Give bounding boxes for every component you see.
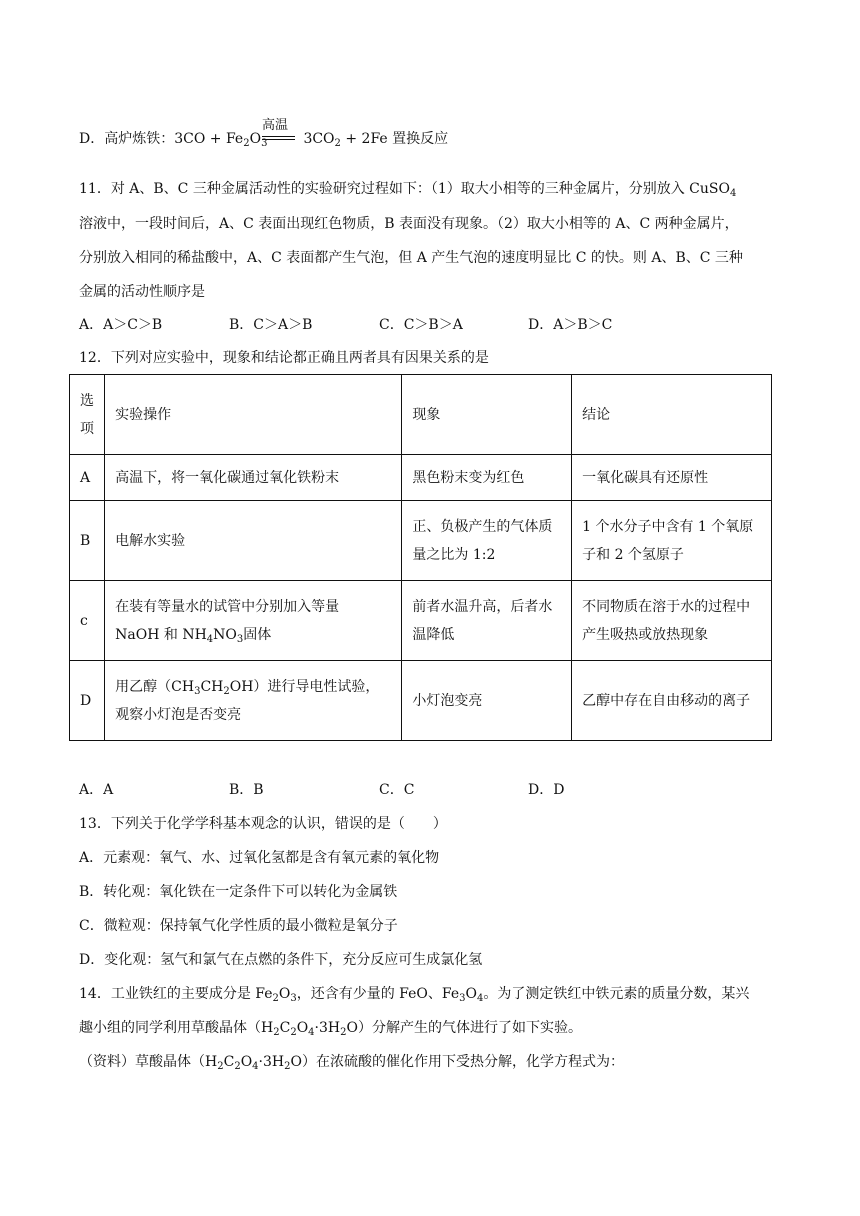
q10d-condition: 高温	[262, 118, 289, 133]
q13-option-a[interactable]: A．元素观：氧气、水、过氧化氢都是含有氧元素的氧化物	[79, 850, 440, 866]
row-b-operation: 电解水实验	[105, 501, 402, 581]
equation-double-line-bottom	[262, 139, 295, 140]
q12-option-c[interactable]: C．C	[379, 782, 415, 798]
row-b-conclusion: 1 个水分子中含有 1 个氧原 子和 2 个氢原子	[572, 501, 772, 581]
row-c-operation: 在装有等量水的试管中分别加入等量 NaOH 和 $NH_4NO_3$固体	[105, 581, 402, 661]
row-c-conclusion: 不同物质在溶于水的过程中 产生吸热或放热现象	[572, 581, 772, 661]
header-phenomenon: 现象	[402, 375, 572, 455]
header-operation: 实验操作	[105, 375, 402, 455]
q11-line-3: 分别放入相同的稀盐酸中，A、C 表面都产生气泡，但 A 产生气泡的速度明显比 C 的快。则 A、B、C 三种	[79, 250, 743, 266]
q10d-label: D．高炉炼铁：	[79, 131, 175, 147]
q14-line-1: 14．工业铁红的主要成分是 $Fe_2O_3$，还含有少量的 FeO、$Fe_3O_4$。为了测定铁红中铁元素的质量分数，某兴	[79, 986, 750, 1004]
row-d-option: D	[70, 661, 105, 741]
row-b-option: B	[70, 501, 105, 581]
table-header-row	[70, 375, 772, 455]
q10d-reaction-type: 置换反应	[392, 131, 449, 147]
row-d-operation: 用乙醇$(CH_3CH_2OH)$进行导电性试验， 观察小灯泡是否变亮	[105, 661, 402, 741]
row-c-phenomenon: 前者水温升高，后者水 温降低	[402, 581, 572, 661]
q12-option-d[interactable]: D．D	[528, 782, 565, 798]
q13-stem: 13．下列关于化学学科基本观念的认识，错误的是（ ）	[79, 816, 447, 832]
q11-option-b[interactable]: B．C＞A＞B	[229, 317, 313, 333]
q10d-lhs: $3CO + Fe_2O_3$	[174, 131, 268, 149]
row-a-phenomenon: 黑色粉末变为红色	[402, 455, 572, 501]
q12-option-a[interactable]: A．A	[79, 782, 114, 798]
q11-line-2: 溶液中，一段时间后，A、C 表面出现红色物质，B 表面没有现象。（2）取大小相等的 A、C 两种金属片，	[79, 216, 739, 232]
row-d-phenomenon: 小灯泡变亮	[402, 661, 572, 741]
q10d-rhs: $3CO_2 + 2Fe$	[303, 131, 388, 149]
header-option: 选项	[70, 375, 105, 455]
table-row	[70, 455, 772, 501]
q12-table	[69, 374, 772, 741]
q13-option-b[interactable]: B．转化观：氧化铁在一定条件下可以转化为金属铁	[79, 884, 398, 900]
table-row	[70, 661, 772, 741]
table-row	[70, 581, 772, 661]
q13-option-d[interactable]: D．变化观：氢气和氯气在点燃的条件下，充分反应可生成氯化氢	[79, 952, 483, 968]
q11-option-d[interactable]: D．A＞B＞C	[528, 317, 613, 333]
q11-option-a[interactable]: A．A＞C＞B	[79, 317, 163, 333]
q13-option-c[interactable]: C．微粒观：保持氧气化学性质的最小微粒是氧分子	[79, 918, 398, 934]
q11-line-1: 11．对 A、B、C 三种金属活动性的实验研究过程如下：（1）取大小相等的三种金属片，分别放入 CuSO$_4$	[79, 181, 737, 199]
table-row	[70, 501, 772, 581]
q12-stem: 12．下列对应实验中，现象和结论都正确且两者具有因果关系的是	[79, 350, 489, 366]
q14-line-3: （资料）草酸晶体$(H_2C_2O_4\cdot 3H_2O)$在浓硫酸的催化作用下受热分解，化学方程式为：	[79, 1054, 624, 1072]
row-a-conclusion: 一氧化碳具有还原性	[572, 455, 772, 501]
row-d-conclusion: 乙醇中存在自由移动的离子	[572, 661, 772, 741]
equation-double-line-top	[262, 136, 295, 137]
q11-option-c[interactable]: C．C＞B＞A	[379, 317, 463, 333]
q12-option-b[interactable]: B．B	[229, 782, 264, 798]
row-c-option: c	[70, 581, 105, 661]
header-conclusion: 结论	[572, 375, 772, 455]
q14-line-2: 趣小组的同学利用草酸晶体$(H_2C_2O_4\cdot 3H_2O)$分解产生的气体进行了如下实验。	[79, 1020, 582, 1038]
row-a-option: A	[70, 455, 105, 501]
row-a-operation: 高温下，将一氧化碳通过氧化铁粉末	[105, 455, 402, 501]
row-b-phenomenon: 正、负极产生的气体质 量之比为 1:2	[402, 501, 572, 581]
q11-line-4: 金属的活动性顺序是	[79, 284, 205, 300]
